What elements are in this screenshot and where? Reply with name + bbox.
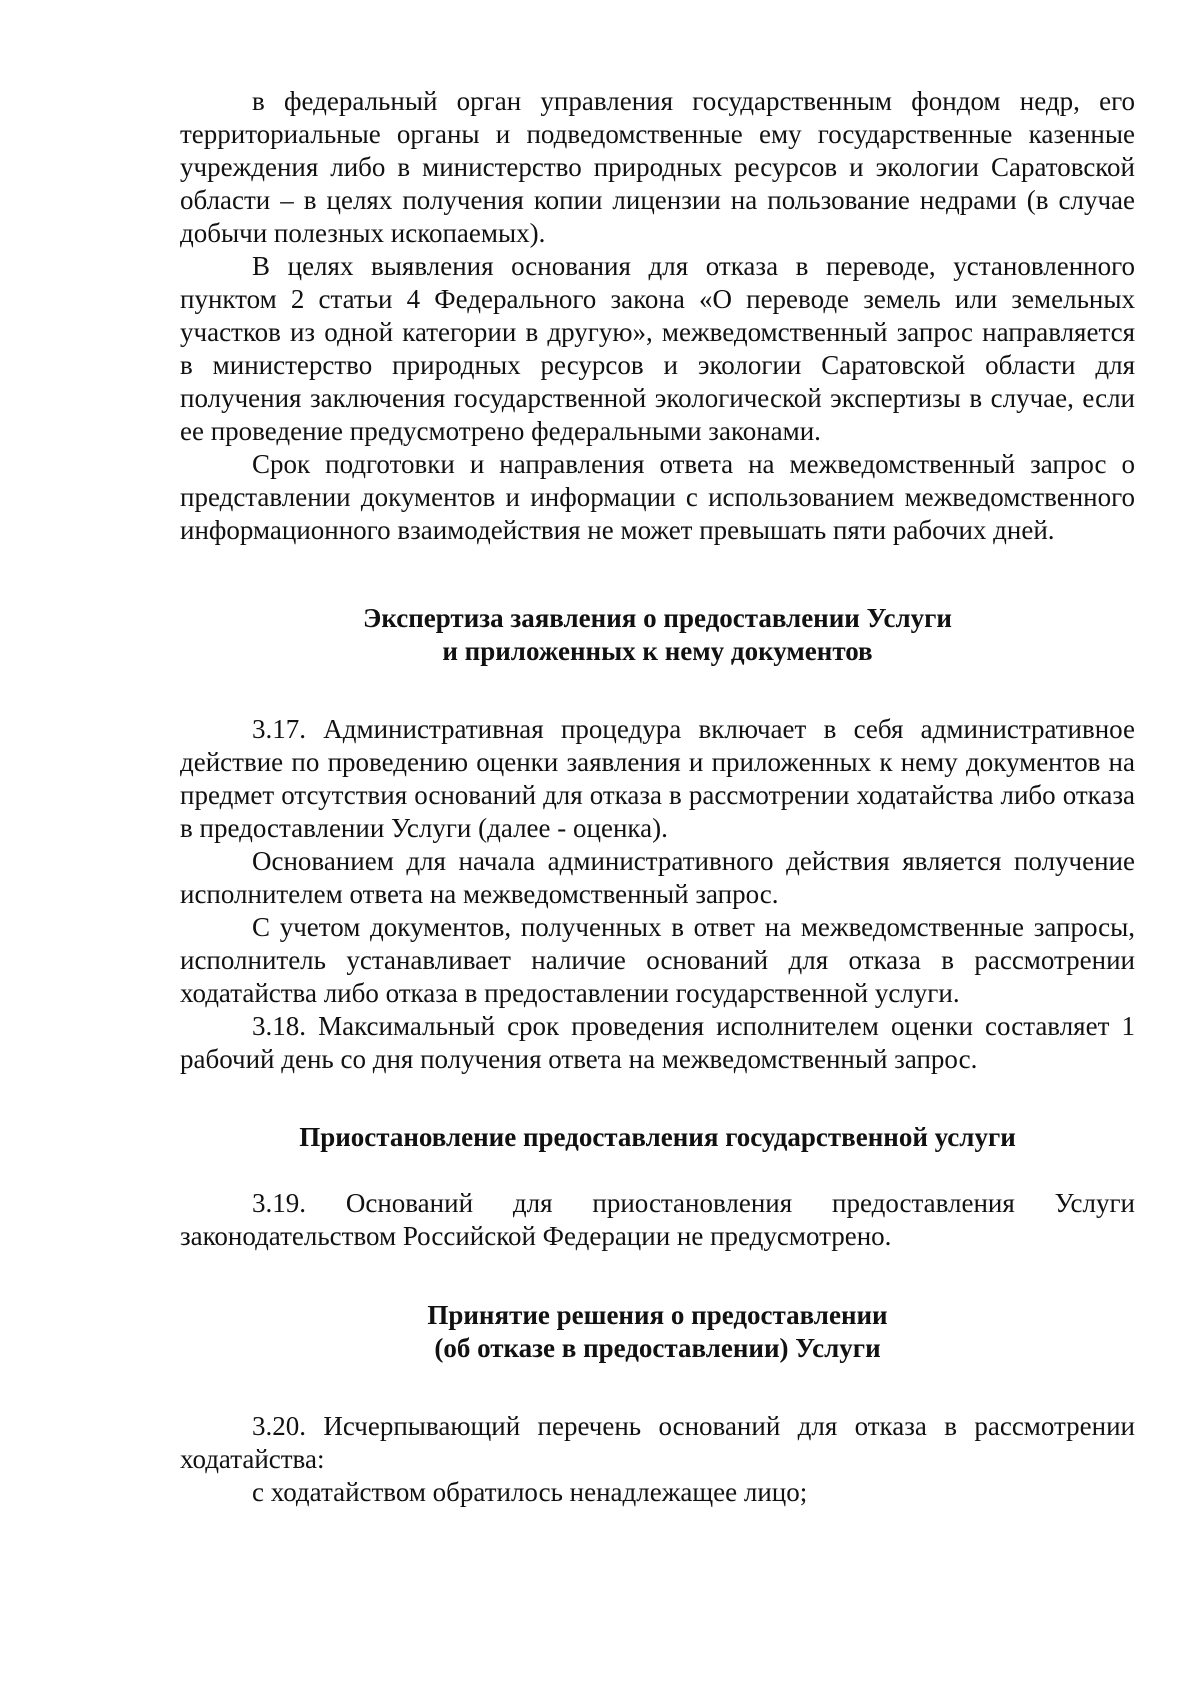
paragraph-3-18: 3.18. Максимальный срок проведения исполнителем оценки составляет 1 рабочий день со дня получения ответа на межведомственный запрос. [180, 1011, 1135, 1074]
section-heading-decision [180, 1299, 1135, 1365]
section-heading-expertise [180, 602, 1135, 668]
document-page [180, 85, 1135, 1509]
paragraph-response-term: Срок подготовки и направления ответа на межведомственный запрос о представлении документов и информации с использованием межведомственного информационного взаимодействия не может превышать пяти рабочих дней. [180, 449, 1135, 545]
paragraph-intro: в федеральный орган управления государственным фондом недр, его территориальные органы и подведомственные ему государственные казенные учреждения либо в министерство природных ресурсов и экологии Саратовской области – в целях получения копии лицензии на пользование недрами (в случае добычи полезных ископаемых). [180, 86, 1135, 248]
paragraph-3-20: 3.20. Исчерпывающий перечень оснований для отказа в рассмотрении ходатайства: [180, 1411, 1135, 1474]
heading-decision-line-1: Принятие решения о предоставлении [427, 1300, 888, 1330]
section-heading-suspension: Приостановление предоставления государственной услуги [299, 1122, 1016, 1152]
paragraph-3-17: 3.17. Административная процедура включает в себя административное действие по проведению оценки заявления и приложенных к нему документов на предмет отсутствия оснований для отказа в рассмотрении ходатайства либо отказа в предоставлении Услуги (далее - оценка). [180, 714, 1135, 843]
heading-decision-line-2: (об отказе в предоставлении) Услуги [434, 1333, 881, 1363]
paragraph-improper-applicant: с ходатайством обратилось ненадлежащее лицо; [252, 1477, 808, 1507]
heading-expertise-line-2: и приложенных к нему документов [442, 636, 873, 666]
paragraph-documents-check: С учетом документов, полученных в ответ на межведомственные запросы, исполнитель устанавливает наличие оснований для отказа в рассмотрении ходатайства либо отказа в предоставлении государственной услуги. [180, 912, 1135, 1008]
heading-expertise-line-1: Экспертиза заявления о предоставлении Услуги [363, 603, 952, 633]
paragraph-basis: Основанием для начала административного действия является получение исполнителем ответа на межведомственный запрос. [180, 846, 1135, 909]
paragraph-refusal-ground: В целях выявления основания для отказа в переводе, установленного пунктом 2 статьи 4 Федерального закона «О переводе земель или земельных участков из одной категории в другую», межведомственный запрос направляется в министерство природных ресурсов и экологии Саратовской области для получения заключения государственной экологической экспертизы в случае, если ее проведение предусмотрено федеральными законами. [180, 251, 1135, 446]
paragraph-3-19: 3.19. Оснований для приостановления предоставления Услуги законодательством Российской Федерации не предусмотрено. [180, 1188, 1135, 1251]
